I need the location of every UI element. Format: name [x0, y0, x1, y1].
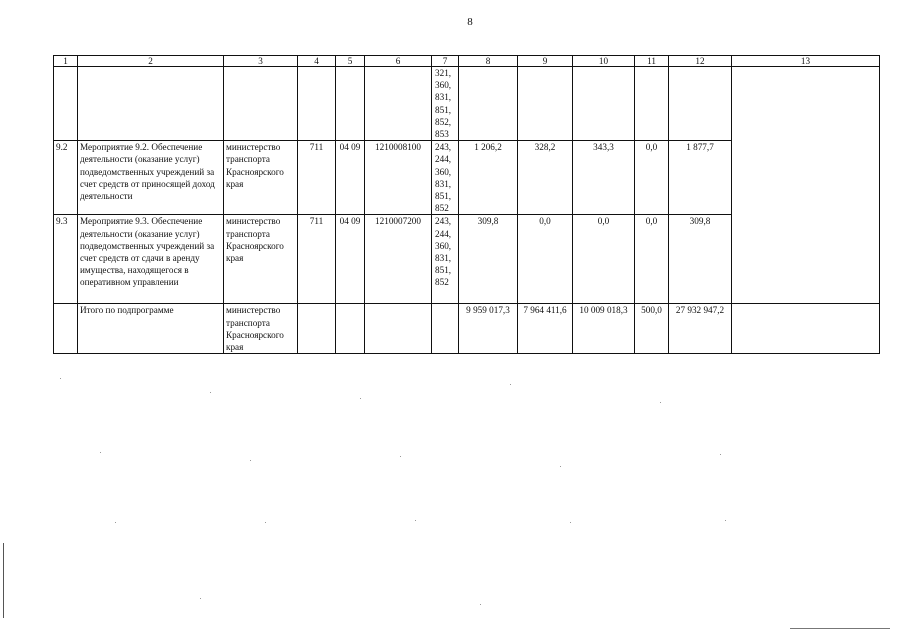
header-cell: 6: [365, 56, 432, 67]
result-cell: [732, 304, 880, 354]
expense-code: 851,: [435, 104, 452, 115]
code-section: 04 09: [336, 141, 365, 215]
scan-edge-line: [3, 543, 4, 618]
scan-speck: [480, 604, 481, 605]
amount-col8: 9 959 017,3: [459, 304, 518, 354]
expense-code: 852,: [435, 116, 452, 127]
amount-col10: 343,3: [573, 141, 635, 215]
expense-code: 851,: [435, 265, 452, 276]
activity-name: Мероприятие 9.2. Обеспечение деятельности (оказание услуг) подведомственных учреждений за счет средств от приносящей доход деятельности: [78, 141, 224, 215]
amount-col11: 0,0: [635, 215, 669, 304]
amount-col9: 328,2: [518, 141, 573, 215]
row-number: 9.2: [54, 141, 78, 215]
amount-total: 27 932 947,2: [669, 304, 732, 354]
row-number: 9.3: [54, 215, 78, 304]
table-row: [54, 67, 880, 141]
header-cell: 11: [635, 56, 669, 67]
code-grbs: [298, 304, 336, 354]
scan-speck: [660, 402, 661, 403]
scan-speck: [415, 520, 416, 521]
code-grbs: 711: [298, 141, 336, 215]
amount-total: 1 877,7: [669, 141, 732, 215]
header-cell: 8: [459, 56, 518, 67]
scan-speck: [60, 378, 61, 379]
amount-col9: [518, 67, 573, 141]
code-section: 04 09: [336, 215, 365, 304]
code-expense-types: [432, 67, 459, 141]
scan-speck: [725, 520, 726, 521]
organization: министерство транспорта Красноярского края: [224, 304, 298, 354]
expense-code: 360,: [435, 166, 452, 177]
page-number: 8: [467, 16, 473, 28]
scan-speck: [720, 454, 721, 455]
code-expense-types: [432, 141, 459, 215]
code-expense-types: [432, 304, 459, 354]
organization: министерство транспорта Красноярского края: [224, 215, 298, 304]
budget-table: [53, 55, 880, 354]
expense-code: 831,: [435, 92, 452, 103]
result-cell: [732, 67, 880, 304]
code-grbs: 711: [298, 215, 336, 304]
header-cell: 12: [669, 56, 732, 67]
organization: министерство транспорта Красноярского края: [224, 141, 298, 215]
expense-code: 853: [435, 129, 449, 140]
amount-col9: 7 964 411,6: [518, 304, 573, 354]
header-cell: 7: [432, 56, 459, 67]
expense-code: 243,: [435, 142, 452, 153]
expense-code: 852: [435, 203, 449, 214]
code-section: [336, 67, 365, 141]
header-cell: 1: [54, 56, 78, 67]
scan-speck: [210, 392, 211, 393]
header-cell: 4: [298, 56, 336, 67]
scan-speck: [100, 452, 101, 453]
code-target: 1210008100: [365, 141, 432, 215]
expense-code: 244,: [435, 154, 452, 165]
scan-speck: [510, 384, 511, 385]
expense-code: 831,: [435, 253, 452, 264]
expense-code: 852: [435, 277, 449, 288]
amount-col10: [573, 67, 635, 141]
code-target: [365, 304, 432, 354]
organization: [224, 67, 298, 141]
code-grbs: [298, 67, 336, 141]
amount-col11: 0,0: [635, 141, 669, 215]
amount-col8: 1 206,2: [459, 141, 518, 215]
header-row: [54, 56, 880, 67]
row-number: [54, 67, 78, 141]
activity-name: [78, 67, 224, 141]
code-target: 1210007200: [365, 215, 432, 304]
header-cell: 13: [732, 56, 880, 67]
header-cell: 2: [78, 56, 224, 67]
amount-col10: 10 009 018,3: [573, 304, 635, 354]
table-row-total: [54, 304, 880, 354]
code-expense-types: [432, 215, 459, 304]
scan-speck: [115, 522, 116, 523]
scan-speck: [250, 460, 251, 461]
amount-total: [669, 67, 732, 141]
scan-speck: [360, 398, 361, 399]
expense-code: 321,: [435, 68, 452, 78]
amount-col8: 309,8: [459, 215, 518, 304]
code-section: [336, 304, 365, 354]
amount-total: 309,8: [669, 215, 732, 304]
header-cell: 9: [518, 56, 573, 67]
scan-speck: [265, 522, 266, 523]
header-cell: 5: [336, 56, 365, 67]
scan-speck: [570, 522, 571, 523]
activity-name: Мероприятие 9.3. Обеспечение деятельности (оказание услуг) подведомственных учреждений за счет средств от сдачи в аренду имущества, находящегося в оперативном управлении: [78, 215, 224, 304]
row-number: [54, 304, 78, 354]
scan-speck: [560, 466, 561, 467]
expense-code: 831,: [435, 178, 452, 189]
activity-name: Итого по подпрограмме: [78, 304, 224, 354]
amount-col11: 500,0: [635, 304, 669, 354]
expense-code: 851,: [435, 191, 452, 202]
header-cell: 3: [224, 56, 298, 67]
scan-speck: [200, 598, 201, 599]
amount-col9: 0,0: [518, 215, 573, 304]
scan-edge-line: [790, 628, 890, 629]
code-target: [365, 67, 432, 141]
expense-code: 360,: [435, 240, 452, 251]
amount-col11: [635, 67, 669, 141]
header-cell: 10: [573, 56, 635, 67]
expense-code: 244,: [435, 228, 452, 239]
scan-speck: [400, 456, 401, 457]
expense-code: 243,: [435, 216, 452, 227]
amount-col8: [459, 67, 518, 141]
amount-col10: 0,0: [573, 215, 635, 304]
expense-code: 360,: [435, 80, 452, 91]
